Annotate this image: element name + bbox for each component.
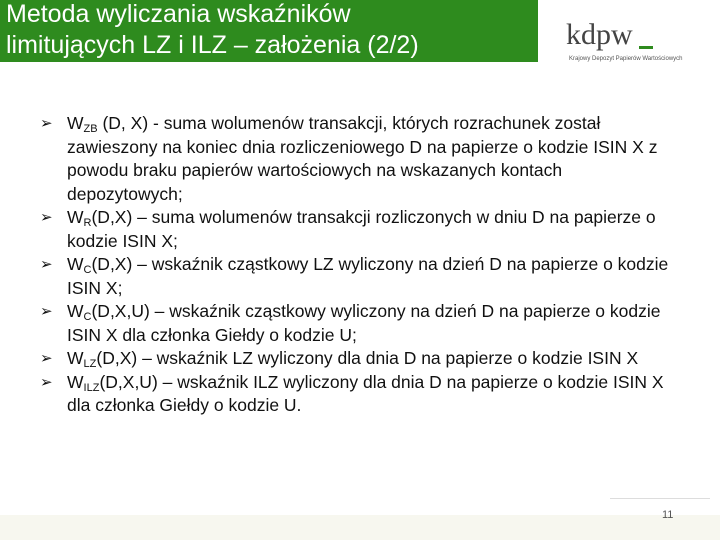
- item-text: (D, X) - suma wolumenów transakcji, których rozrachunek został zawieszony na koniec dnia rozliczeniowego D na papierze o kodzie ISIN X z powodu braku papierów wartościowych na wskazanych kontach depozytowych;: [67, 113, 658, 204]
- page-number: 11: [662, 509, 674, 521]
- item-subscript: ILZ: [83, 381, 100, 394]
- title-bar: [0, 0, 538, 62]
- bullet-list: [40, 112, 680, 418]
- item-text: (D,X) – wskaźnik cząstkowy LZ wyliczony na dzień D na papierze o kodzie ISIN X;: [67, 254, 669, 298]
- item-symbol: W: [67, 348, 84, 368]
- list-item: [40, 347, 680, 371]
- item-subscript: C: [83, 311, 92, 323]
- arrow-bullet-icon: ➢: [40, 350, 53, 367]
- logo-wordmark: kdpw: [566, 18, 633, 51]
- item-subscript: LZ: [83, 358, 97, 370]
- arrow-bullet-icon: ➢: [40, 373, 53, 391]
- item-subscript: ZB: [83, 123, 98, 135]
- kdpw-logo: [566, 20, 706, 68]
- logo-underscore: [639, 46, 653, 49]
- list-item: [40, 371, 680, 418]
- item-text: (D,X) – wskaźnik LZ wyliczony dla dnia D na papierze o kodzie ISIN X: [96, 348, 639, 368]
- arrow-bullet-icon: ➢: [40, 256, 53, 273]
- list-item: [40, 206, 680, 253]
- arrow-bullet-icon: ➢: [40, 303, 53, 320]
- item-text: (D,X,U) – wskaźnik ILZ wyliczony dla dnia D na papierze o kodzie ISIN X dla członka Giełdy o kodzie U.: [67, 371, 664, 415]
- list-item: [40, 253, 680, 300]
- item-symbol: W: [67, 301, 84, 321]
- item-text: (D,X) – suma wolumenów transakcji rozliczonych w dniu D na papierze o kodzie ISIN X;: [67, 207, 656, 251]
- item-subscript: R: [83, 217, 92, 229]
- slide-title-line-2: limitujących LZ i ILZ – założenia (2/2): [6, 31, 419, 59]
- logo-subtitle: Krajowy Depozyt Papierów Wartościowych: [569, 56, 683, 62]
- arrow-bullet-icon: ➢: [40, 209, 53, 226]
- list-item: [40, 300, 680, 347]
- arrow-bullet-icon: ➢: [40, 115, 53, 132]
- item-symbol: W: [67, 371, 84, 392]
- item-symbol: W: [67, 207, 84, 227]
- footer-divider: [610, 498, 710, 499]
- slide-title: [6, 0, 536, 61]
- slide-title-line-1: Metoda wyliczania wskaźników: [6, 0, 351, 28]
- footer-band: [0, 515, 720, 540]
- item-symbol: W: [67, 113, 84, 133]
- item-symbol: W: [67, 254, 84, 274]
- item-subscript: C: [83, 264, 92, 276]
- list-item: [40, 112, 680, 206]
- item-text: (D,X,U) – wskaźnik cząstkowy wyliczony na dzień D na papierze o kodzie ISIN X dla członka Giełdy o kodzie U;: [67, 301, 661, 345]
